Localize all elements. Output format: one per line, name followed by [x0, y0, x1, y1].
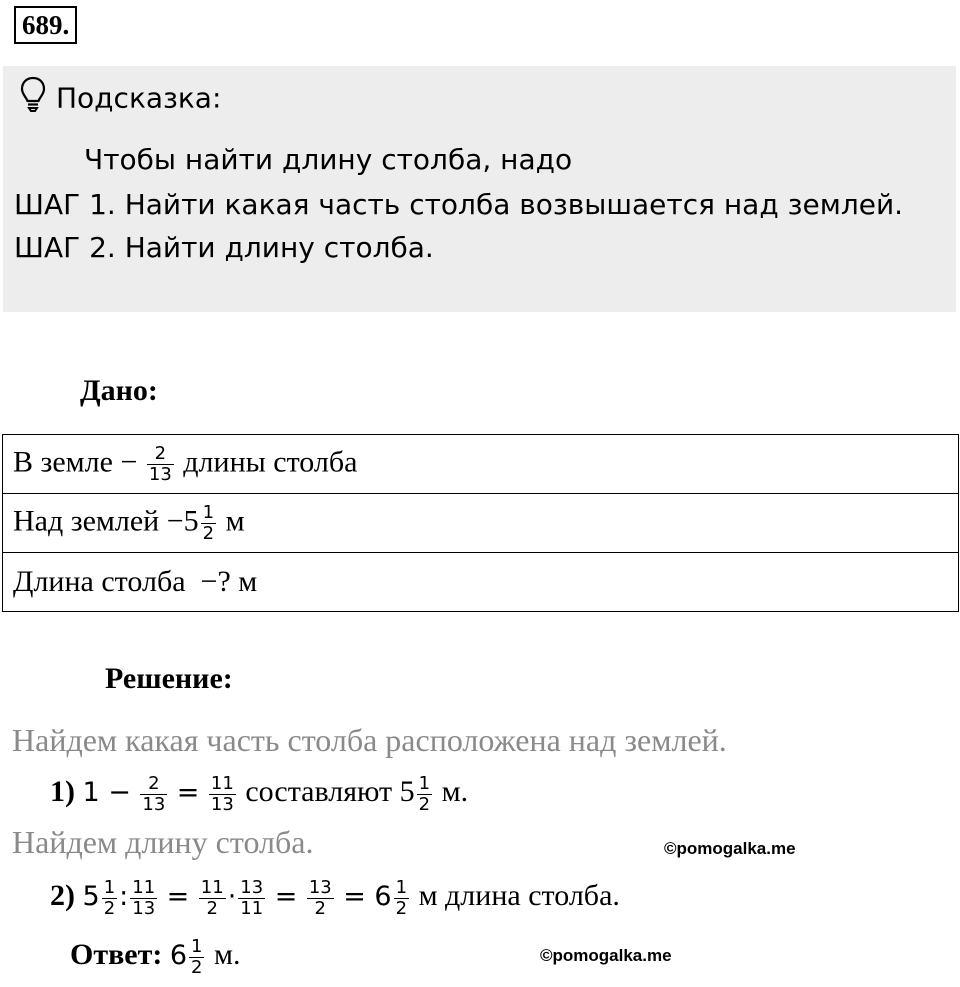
- denominator: 2: [202, 522, 215, 544]
- denominator: 13: [132, 897, 156, 919]
- watermark: ©pomogalka.me: [540, 946, 672, 965]
- watermark: ©pomogalka.me: [664, 839, 796, 858]
- answer-label: Ответ:: [70, 938, 163, 971]
- multiply-sign: ·: [227, 881, 237, 912]
- given-row: [3, 553, 959, 612]
- given-text: длины столба: [183, 444, 358, 478]
- fraction: [140, 774, 167, 815]
- equals-sign: =: [166, 881, 190, 912]
- step-1-label: ШАГ 1.: [14, 188, 116, 221]
- given-text: Над землей −5: [13, 503, 199, 537]
- numerator: 1: [103, 876, 116, 898]
- denominator: 2: [103, 897, 116, 919]
- math-text: 1 −: [82, 777, 131, 808]
- fraction: [147, 444, 174, 485]
- numerator: 2: [140, 774, 167, 795]
- given-label: Дано:: [80, 374, 158, 407]
- numerator: 11: [200, 876, 224, 898]
- given-text: Длина столба −?: [13, 565, 239, 598]
- given-text: м: [238, 565, 258, 598]
- denominator: 2: [314, 897, 326, 919]
- denominator: 2: [206, 897, 218, 919]
- fraction: [209, 774, 236, 815]
- numerator: 1: [418, 772, 431, 794]
- fraction: [307, 878, 334, 919]
- step-index: 2): [50, 879, 75, 912]
- denominator: 2: [418, 793, 431, 815]
- denominator: 2: [191, 956, 203, 978]
- numerator: 11: [210, 772, 234, 794]
- equals-sign: =: [176, 777, 200, 808]
- denominator: 13: [148, 463, 172, 485]
- equals-sign: =: [274, 881, 298, 912]
- fraction: [238, 878, 265, 919]
- given-text: В земле −: [13, 444, 138, 478]
- given-text: м: [218, 503, 245, 537]
- hint-step-1: [14, 185, 903, 225]
- math-text: м длина столба.: [411, 879, 620, 912]
- step-2-label: ШАГ 2.: [14, 231, 116, 264]
- math-text: 5: [82, 881, 100, 912]
- hint-title: [20, 76, 221, 123]
- hint-title-text: Подсказка:: [56, 81, 222, 115]
- solution-step-1: [50, 762, 468, 823]
- fraction: [102, 878, 117, 919]
- denominator: 13: [142, 793, 166, 815]
- fraction: [189, 937, 204, 978]
- denominator: 2: [395, 897, 408, 919]
- lightbulb-icon: [20, 76, 46, 123]
- equals-sign: = 6: [343, 881, 392, 912]
- numerator: 1: [395, 876, 408, 898]
- numerator: 1: [202, 501, 215, 523]
- fraction: [417, 774, 432, 815]
- denominator: 11: [240, 897, 264, 919]
- step-1-text: Найти какая часть столба возвышается над землей.: [115, 188, 904, 221]
- numerator: 13: [240, 876, 264, 898]
- hint-step-2: [14, 228, 434, 268]
- math-text: составляют 5: [245, 775, 415, 808]
- colon-sign: :: [119, 881, 129, 912]
- answer-line: [70, 925, 240, 986]
- given-cell: [3, 553, 959, 612]
- solution-label: Решение:: [105, 662, 233, 695]
- numerator: 11: [132, 876, 156, 898]
- unit-text: м.: [434, 775, 469, 808]
- fraction: [130, 878, 157, 919]
- solution-line-2: Найдем длину столба.: [12, 824, 314, 860]
- step-2-text: Найти длину столба.: [115, 231, 434, 264]
- fraction: [201, 503, 216, 544]
- fraction: [199, 878, 226, 919]
- problem-number: 689.: [14, 6, 77, 44]
- unit-text: м.: [206, 938, 241, 971]
- numerator: 13: [308, 876, 332, 898]
- given-cell: [3, 494, 959, 553]
- denominator: 13: [210, 793, 234, 815]
- solution-line-1: Найдем какая часть столба расположена над землей.: [12, 722, 727, 758]
- fraction: [394, 878, 409, 919]
- numerator: 1: [191, 935, 203, 957]
- step-index: 1): [50, 775, 75, 808]
- given-row: [3, 494, 959, 553]
- given-row: [3, 435, 959, 494]
- answer-value: 6: [169, 940, 188, 971]
- numerator: 2: [147, 444, 174, 465]
- given-cell: [3, 435, 959, 494]
- hint-intro: Чтобы найти длину столба, надо: [84, 143, 573, 176]
- given-table: [2, 434, 959, 612]
- solution-step-2: [50, 866, 620, 927]
